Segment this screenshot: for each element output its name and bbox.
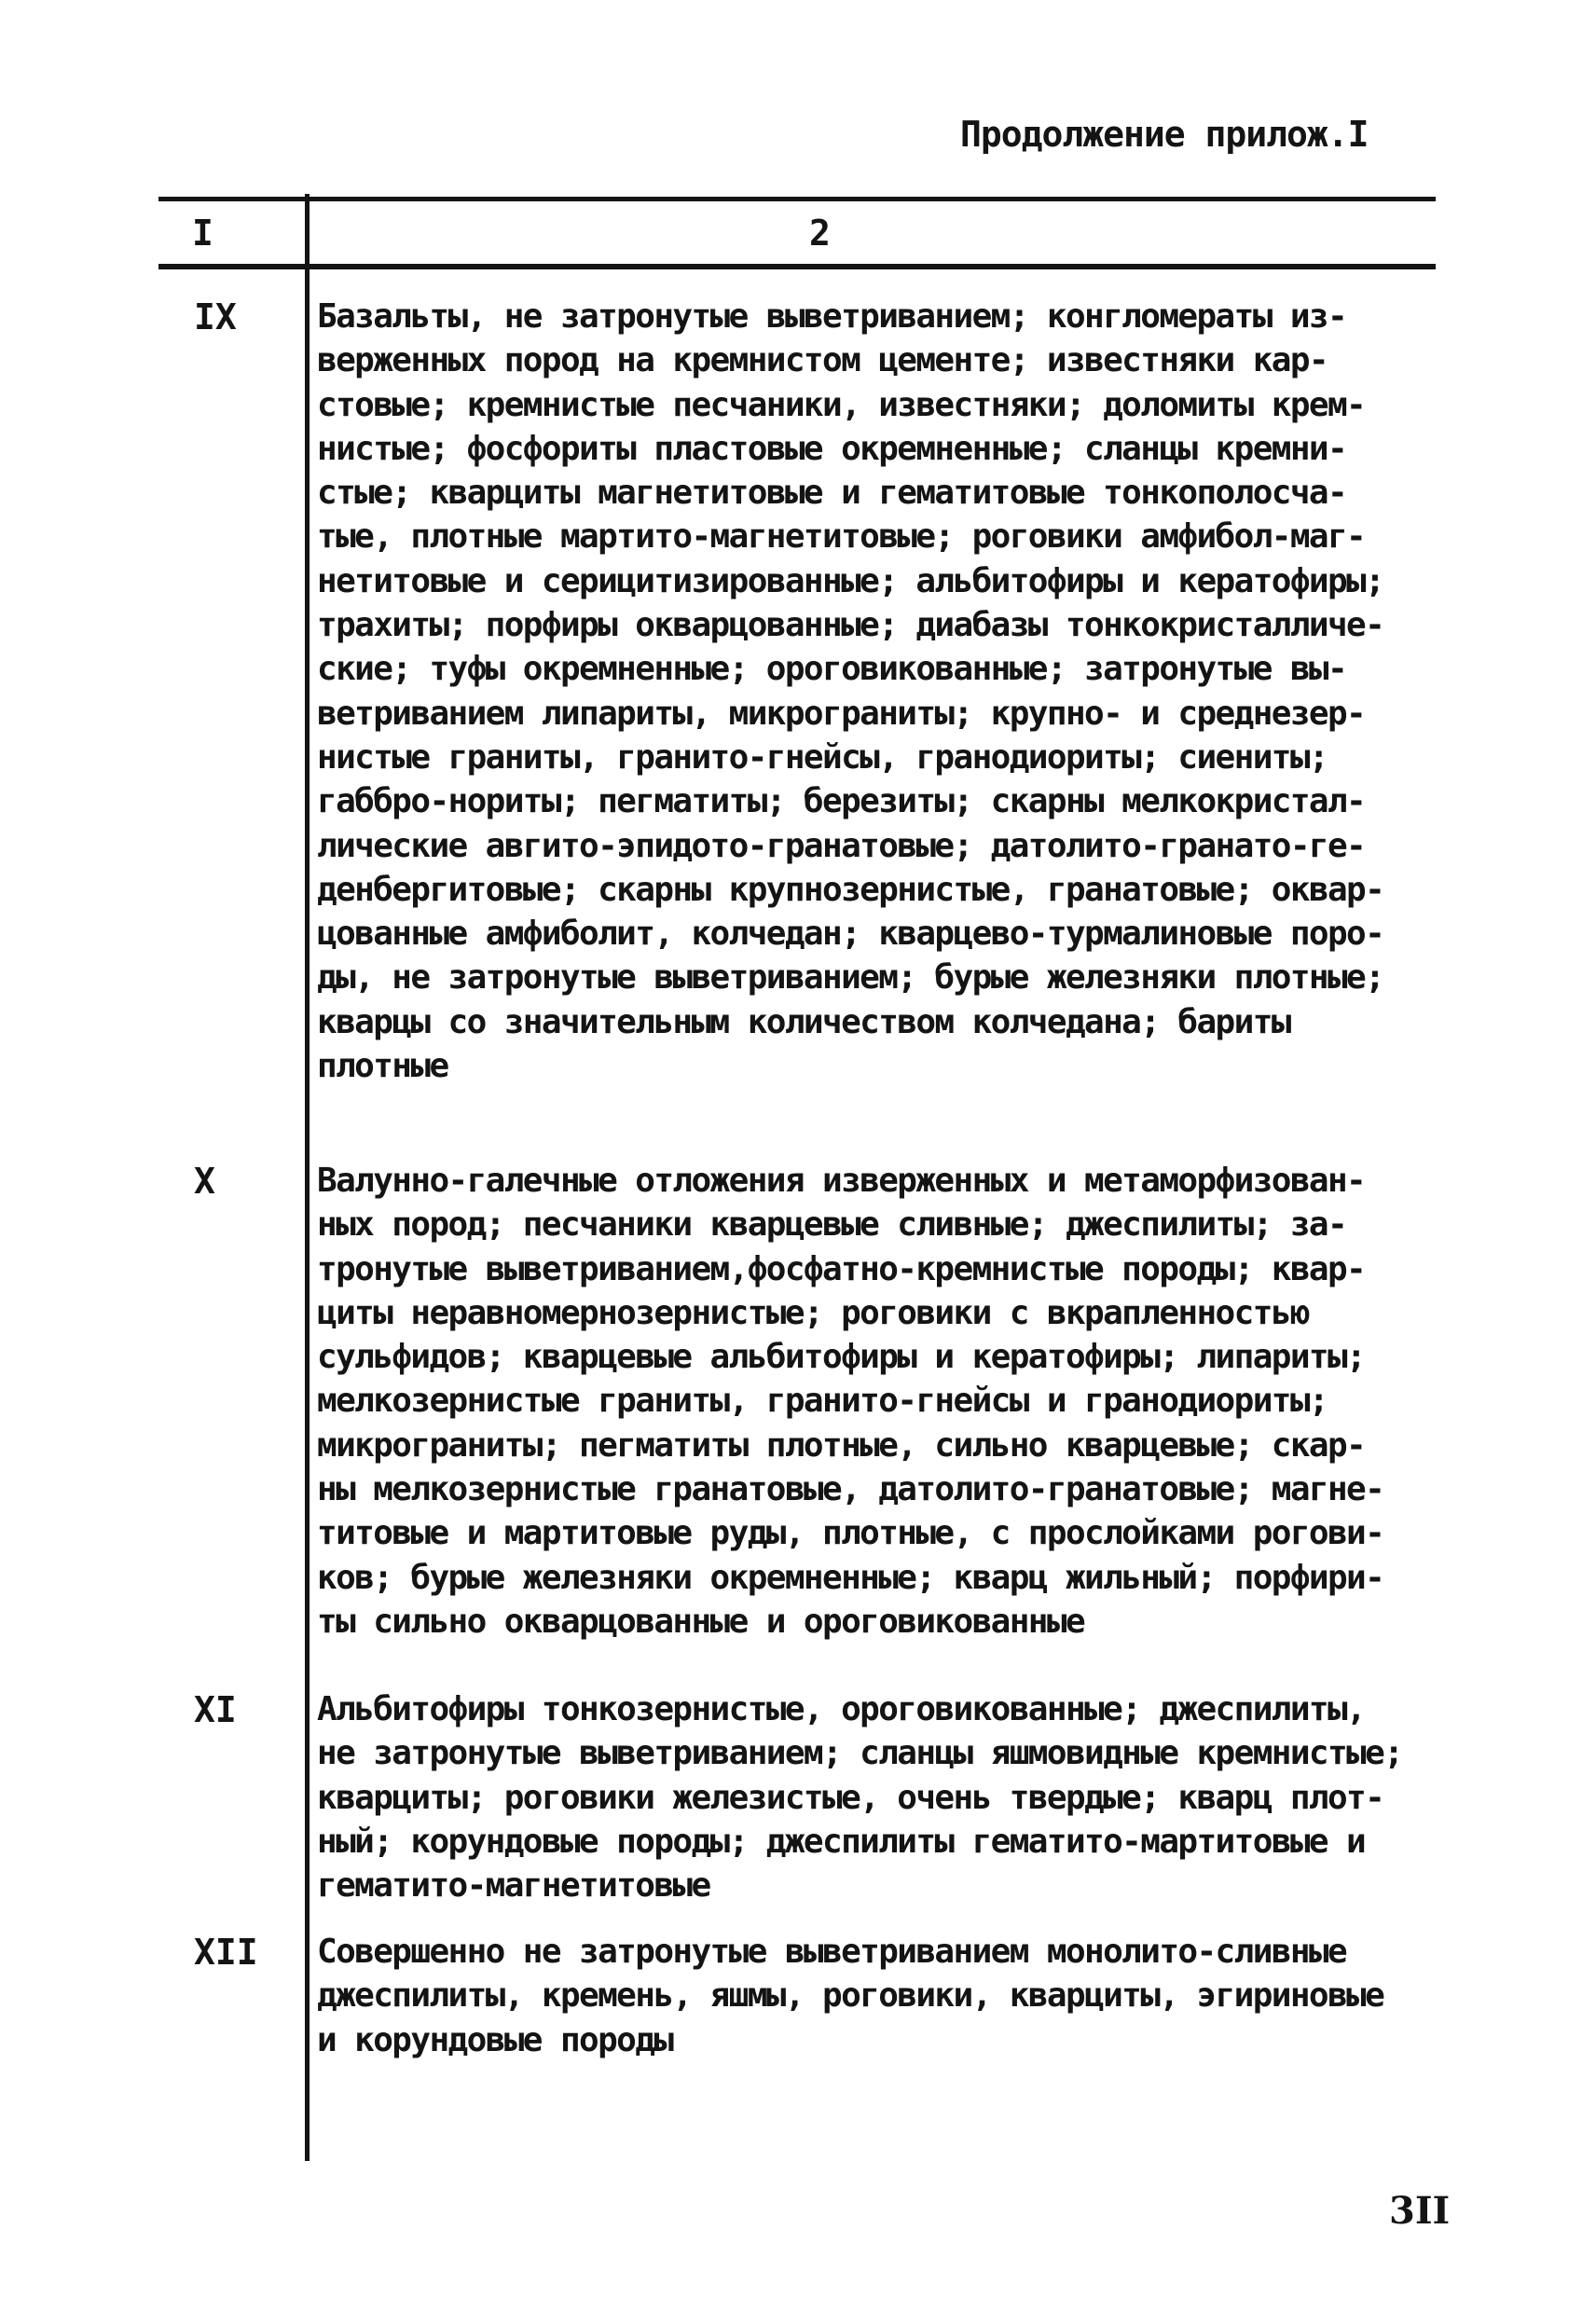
column-header-2: 2 [809,213,831,254]
description-line: верженных пород на кремнистом цементе; известняки кар- [317,341,1328,380]
description-line: Альбитофиры тонкозернистые, ороговикованные; джеспилиты, [317,1690,1366,1728]
category-description-x [317,1159,1473,1644]
description-line: цованные амфиболит, колчедан; кварцево-турмалиновые поро- [317,915,1384,954]
page-number: 3II [1389,2189,1451,2233]
description-line: микрограниты; пегматиты плотные, сильно кварцевые; скар- [317,1425,1366,1465]
category-label-ix: IX [194,296,237,337]
category-label-x: X [194,1161,215,1202]
description-line: Базальты, не затронутые выветриванием; конгломераты из- [317,297,1347,336]
description-line: денбергитовые; скарны крупнозернистые, гранатовые; оквар- [317,870,1384,909]
description-line: ветриванием липариты, микрограниты; крупно- и среднезер- [317,694,1366,733]
continuation-header: Продолжение прилож.I [960,114,1369,155]
description-line: Валунно-галечные отложения изверженных и метаморфизован- [317,1162,1366,1200]
description-line: стовые; кремнистые песчаники, известняки; доломиты крем- [317,385,1366,424]
description-line: нетитовые и серицитизированные; альбитофиры и кератофиры; [317,561,1384,600]
description-line: ков; бурые железняки окремненные; кварц жильный; порфири- [317,1558,1384,1597]
table-column-divider [305,194,310,2161]
description-line: ты сильно окварцованные и ороговикованные [317,1602,1085,1641]
description-line: ды, не затронутые выветриванием; бурые железняки плотные; [317,958,1384,998]
description-line: ские; туфы окремненные; ороговикованные; затронутые вы- [317,650,1347,689]
description-line: гематито-магнетитовые [317,1866,710,1906]
description-line: трахиты; порфиры окварцованные; диабазы тонкокристалличе- [317,606,1384,645]
category-description-xii [317,1930,1473,2062]
description-line: лические авгито-эпидото-гранатовые; датолито-гранато-ге- [317,826,1366,865]
description-line: и корундовые породы [317,2020,673,2059]
description-line: стые; кварциты магнетитовые и гематитовые тонкополосча- [317,474,1347,513]
description-line: джеспилиты, кремень, яшмы, роговики, кварциты, эгириновые [317,1976,1384,2016]
description-line: не затронутые выветриванием; сланцы яшмовидные кремнистые; [317,1734,1403,1773]
category-description-ix [317,295,1473,1088]
description-line: нистые граниты, гранито-гнейсы, гранодиориты; сиениты; [317,737,1328,777]
description-line: ных пород; песчаники кварцевые сливные; джеспилиты; за- [317,1205,1347,1245]
table-header-rule [158,264,1436,269]
description-line: кварцы со значительным количеством колчедана; бариты [317,1002,1290,1041]
description-line: Совершенно не затронутые выветриванием монолито-сливные [317,1933,1347,1971]
category-description-xi [317,1687,1473,1907]
description-line: ный; корундовые породы; джеспилиты гематито-мартитовые и [317,1822,1366,1861]
category-label-xi: XI [194,1689,237,1730]
description-line: мелкозернистые граниты, гранито-гнейсы и гранодиориты; [317,1382,1328,1421]
description-line: сульфидов; кварцевые альбитофиры и кератофиры; липариты; [317,1338,1366,1377]
description-line: титовые и мартитовые руды, плотные, с прослойками рогови- [317,1514,1384,1553]
description-line: циты неравномернозернистые; роговики с вкрапленностью [317,1293,1309,1332]
description-line: тронутые выветриванием,фосфатно-кремнистые породы; квар- [317,1249,1366,1288]
table-top-rule [158,197,1436,201]
description-line: габбро-нориты; пегматиты; березиты; скарны мелкокристал- [317,782,1366,821]
category-label-xii: XII [194,1932,258,1973]
column-header-1: I [192,213,213,254]
description-line: нистые; фосфориты пластовые окремненные; сланцы кремни- [317,429,1347,468]
description-line: плотные [317,1047,448,1086]
description-line: ны мелкозернистые гранатовые, датолито-гранатовые; магне- [317,1470,1384,1509]
description-line: кварциты; роговики железистые, очень твердые; кварц плот- [317,1778,1384,1817]
description-line: тые, плотные мартито-магнетитовые; роговики амфибол-маг- [317,517,1366,557]
